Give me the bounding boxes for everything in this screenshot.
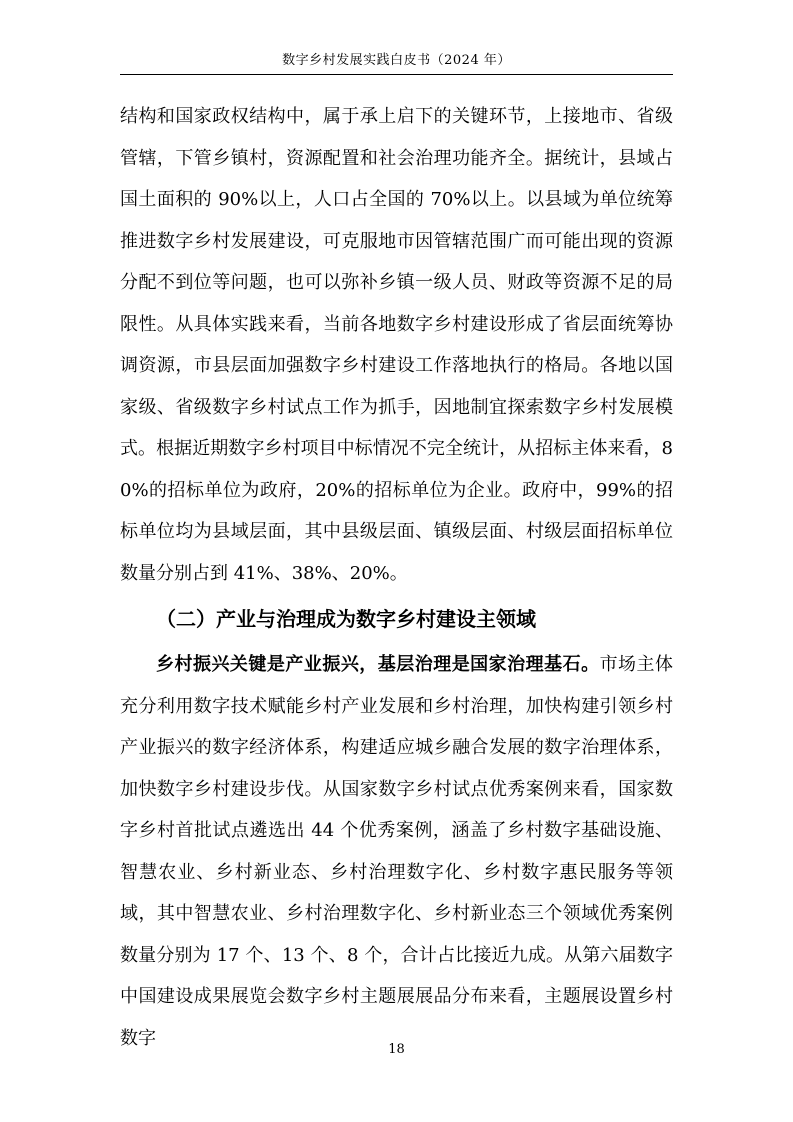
body-paragraph bbox=[120, 644, 673, 1059]
body-content bbox=[120, 96, 673, 1059]
body-paragraph: 结构和国家政权结构中，属于承上启下的关键环节，上接地市、省级管辖，下管乡镇村，资源配置和社会治理功能齐全。据统计，县域占国土面积的 90%以上，人口占全国的 70%以上。以县域为单位统筹推进数字乡村发展建设，可克服地市因管辖范围广而可能出现的资源分配不到位等问题，也可以弥补乡镇一级人员、财政等资源不足的局限性。从具体实践来看，当前各地数字乡村建设形成了省层面统筹协调资源，市县层面加强数字乡村建设工作落地执行的格局。各地以国家级、省级数字乡村试点工作为抓手，因地制宜探索数字乡村发展模式。根据近期数字乡村项目中标情况不完全统计，从招标主体来看，80%的招标单位为政府，20%的招标单位为企业。政府中，99%的招标单位均为县域层面，其中县级层面、镇级层面、村级层面招标单位数量分别占到 41%、38%、20%。 bbox=[120, 106, 673, 584]
header-rule bbox=[120, 74, 673, 75]
page-number: 18 bbox=[388, 1042, 405, 1057]
paragraph-text: 市场主体充分利用数字技术赋能乡村产业发展和乡村治理，加快构建引领乡村产业振兴的数字经济体系，构建适应城乡融合发展的数字治理体系，加快数字乡村建设步伐。从国家数字乡村试点优秀案例来看，国家数字乡村首批试点遴选出 44 个优秀案例，涵盖了乡村数字基础设施、智慧农业、乡村新业态、乡村治理数字化、乡村数字惠民服务等领域，其中智慧农业、乡村治理数字化、乡村新业态三个领域优秀案例数量分别为 17 个、13 个、8 个，合计占比接近九成。从第六届数字中国建设成果展览会数字乡村主题展展品分布来看，主题展设置乡村数字 bbox=[120, 654, 674, 1049]
paragraph-lead-sentence: 乡村振兴关键是产业振兴，基层治理是国家治理基石。 bbox=[156, 654, 600, 675]
running-header: 数字乡村发展实践白皮书（2024 年） bbox=[282, 53, 511, 68]
section-heading: （二）产业与治理成为数字乡村建设主领域 bbox=[156, 607, 536, 631]
